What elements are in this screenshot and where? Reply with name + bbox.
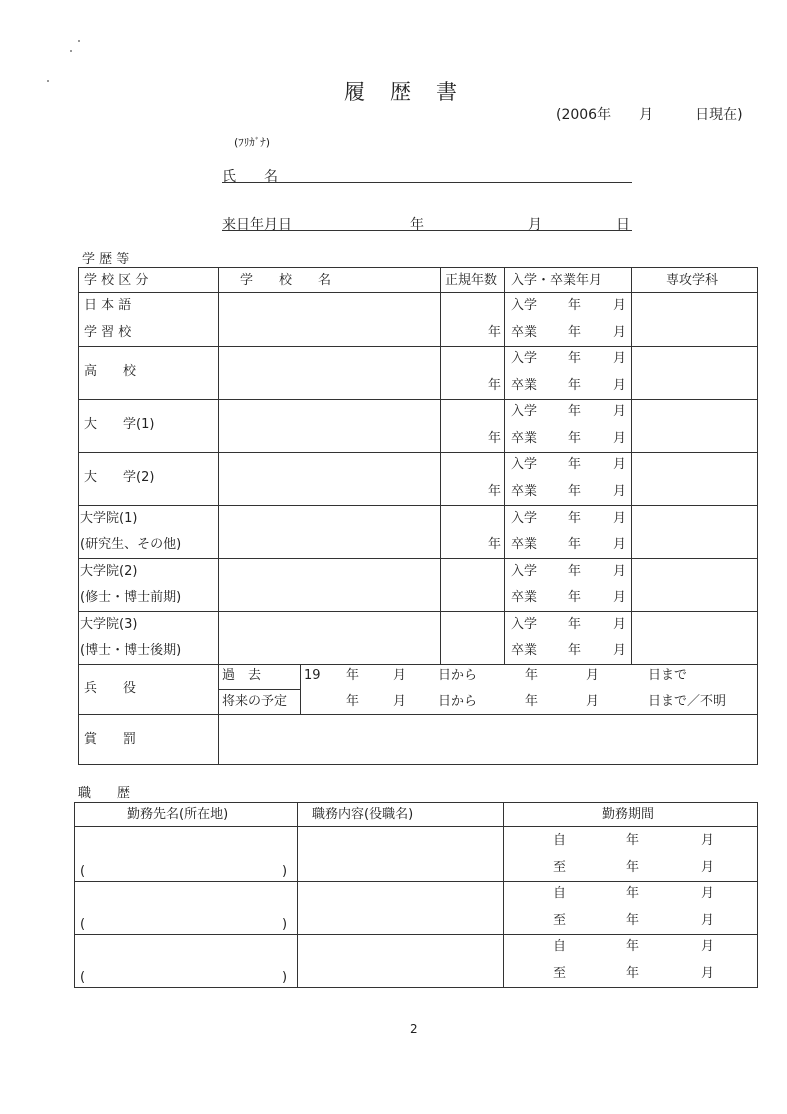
period-from-year-mark: 年	[626, 833, 640, 848]
table-rule	[504, 267, 505, 664]
regular-years-mark: 年	[488, 537, 502, 552]
header-school-name: 学 校 名	[240, 273, 332, 288]
table-rule	[631, 267, 632, 664]
entry-label: 入学	[511, 351, 538, 366]
period-to-label: 至	[553, 860, 567, 875]
entry-label: 入学	[511, 511, 538, 526]
table-rule	[78, 452, 758, 453]
military-future-month-mark: 月	[393, 694, 407, 709]
row-label-line2: 学 習 校	[84, 325, 132, 340]
period-to-year-mark: 年	[626, 860, 640, 875]
row-label-line1: 日 本 語	[84, 298, 132, 313]
table-rule	[78, 505, 758, 506]
regular-years-mark: 年	[488, 378, 502, 393]
military-past-until: 日まで	[648, 668, 688, 683]
period-from-label: 自	[553, 886, 567, 901]
header-employer: 勤務先名(所在地)	[127, 807, 229, 822]
arrival-underline	[222, 230, 632, 231]
entry-year-mark: 年	[568, 298, 582, 313]
period-from-year-mark: 年	[626, 939, 640, 954]
military-future-year-mark: 年	[346, 694, 360, 709]
row-label-line2: (修士・博士前期)	[80, 590, 182, 605]
header-major: 専攻学科	[666, 273, 719, 288]
table-rule	[74, 934, 758, 935]
grad-label: 卒業	[511, 325, 538, 340]
table-rule	[297, 802, 298, 988]
entry-month-mark: 月	[613, 511, 627, 526]
location-paren-open: (	[80, 970, 86, 985]
entry-month-mark: 月	[613, 564, 627, 579]
furigana-label: (ﾌﾘｶﾞﾅ)	[234, 136, 271, 149]
scan-speck	[70, 50, 72, 52]
date-note: (2006年 月 日現在)	[556, 107, 743, 123]
grad-year-mark: 年	[568, 431, 582, 446]
period-to-year-mark: 年	[626, 966, 640, 981]
work-section-title: 職 歴	[78, 786, 131, 801]
entry-year-mark: 年	[568, 511, 582, 526]
table-rule	[78, 611, 758, 612]
table-rule	[300, 664, 301, 714]
arrival-year-label: 年	[410, 217, 424, 233]
entry-month-mark: 月	[613, 351, 627, 366]
grad-label: 卒業	[511, 484, 538, 499]
form-title: 履 歴 書	[344, 80, 459, 104]
grad-year-mark: 年	[568, 378, 582, 393]
row-label-line2: (研究生、その他)	[80, 537, 182, 552]
entry-label: 入学	[511, 457, 538, 472]
table-rule	[78, 346, 758, 347]
reward-punishment-label: 賞 罰	[84, 732, 137, 747]
header-school-category: 学 校 区 分	[84, 273, 149, 288]
grad-month-mark: 月	[613, 590, 627, 605]
row-label-line1: 大学院(3)	[80, 617, 138, 632]
header-regular-years: 正規年数	[445, 273, 498, 288]
table-rule	[440, 267, 441, 664]
header-entry-grad: 入学・卒業年月	[511, 273, 603, 288]
grad-month-mark: 月	[613, 643, 627, 658]
grad-label: 卒業	[511, 590, 538, 605]
grad-year-mark: 年	[568, 325, 582, 340]
entry-month-mark: 月	[613, 457, 627, 472]
grad-label: 卒業	[511, 378, 538, 393]
table-rule	[78, 292, 758, 293]
entry-year-mark: 年	[568, 617, 582, 632]
military-label: 兵 役	[84, 681, 137, 696]
period-from-month-mark: 月	[701, 886, 715, 901]
name-underline	[222, 182, 632, 183]
grad-year-mark: 年	[568, 643, 582, 658]
grad-year-mark: 年	[568, 537, 582, 552]
table-rule	[78, 558, 758, 559]
header-job-content: 職務内容(役職名)	[312, 807, 414, 822]
location-paren-close: )	[282, 864, 288, 879]
location-paren-close: )	[282, 917, 288, 932]
entry-month-mark: 月	[613, 404, 627, 419]
entry-label: 入学	[511, 404, 538, 419]
arrival-day-label: 日	[616, 217, 630, 233]
military-future-label: 将来の予定	[222, 694, 288, 709]
name-label: 氏 名	[222, 169, 278, 185]
arrival-date-label: 来日年月日	[222, 217, 292, 233]
grad-label: 卒業	[511, 643, 538, 658]
grad-year-mark: 年	[568, 590, 582, 605]
military-past-from: 日から	[438, 668, 478, 683]
regular-years-mark: 年	[488, 431, 502, 446]
arrival-month-label: 月	[528, 217, 542, 233]
military-future-end-month-mark: 月	[586, 694, 600, 709]
military-past-end-month-mark: 月	[586, 668, 600, 683]
entry-year-mark: 年	[568, 564, 582, 579]
entry-label: 入学	[511, 298, 538, 313]
military-future-until-unknown: 日まで／不明	[648, 694, 727, 709]
table-rule	[78, 664, 758, 665]
military-past-end-year-mark: 年	[525, 668, 539, 683]
entry-month-mark: 月	[613, 617, 627, 632]
work-table	[74, 802, 758, 988]
table-rule	[218, 689, 300, 690]
grad-year-mark: 年	[568, 484, 582, 499]
period-to-month-mark: 月	[701, 966, 715, 981]
grad-month-mark: 月	[613, 325, 627, 340]
entry-month-mark: 月	[613, 298, 627, 313]
grad-month-mark: 月	[613, 378, 627, 393]
header-work-period: 勤務期間	[602, 807, 655, 822]
table-rule	[74, 826, 758, 827]
period-from-label: 自	[553, 939, 567, 954]
grad-label: 卒業	[511, 431, 538, 446]
education-section-title: 学 歴 等	[82, 252, 130, 267]
entry-label: 入学	[511, 564, 538, 579]
period-to-month-mark: 月	[701, 913, 715, 928]
location-paren-close: )	[282, 970, 288, 985]
entry-label: 入学	[511, 617, 538, 632]
entry-year-mark: 年	[568, 351, 582, 366]
military-past-month-mark: 月	[393, 668, 407, 683]
military-future-from: 日から	[438, 694, 478, 709]
military-future-end-year-mark: 年	[525, 694, 539, 709]
row-label-line2: (博士・博士後期)	[80, 643, 182, 658]
page-number: 2	[410, 1022, 418, 1036]
military-past-century: 19	[304, 668, 321, 683]
military-past-label: 過 去	[222, 668, 262, 683]
period-from-month-mark: 月	[701, 939, 715, 954]
grad-month-mark: 月	[613, 484, 627, 499]
entry-year-mark: 年	[568, 457, 582, 472]
period-from-year-mark: 年	[626, 886, 640, 901]
location-paren-open: (	[80, 864, 86, 879]
scan-speck	[47, 80, 49, 82]
table-rule	[503, 802, 504, 988]
entry-year-mark: 年	[568, 404, 582, 419]
row-label-line1: 大学院(2)	[80, 564, 138, 579]
grad-month-mark: 月	[613, 431, 627, 446]
period-from-month-mark: 月	[701, 833, 715, 848]
row-label-line1: 大学院(1)	[80, 511, 138, 526]
table-rule	[218, 267, 219, 765]
table-rule	[78, 399, 758, 400]
table-rule	[74, 881, 758, 882]
grad-label: 卒業	[511, 537, 538, 552]
military-past-year-mark: 年	[346, 668, 360, 683]
period-to-label: 至	[553, 966, 567, 981]
location-paren-open: (	[80, 917, 86, 932]
row-label-line1: 大 学(1)	[84, 417, 155, 432]
table-rule	[78, 714, 758, 715]
period-to-label: 至	[553, 913, 567, 928]
period-from-label: 自	[553, 833, 567, 848]
period-to-month-mark: 月	[701, 860, 715, 875]
row-label-line1: 高 校	[84, 364, 137, 379]
grad-month-mark: 月	[613, 537, 627, 552]
period-to-year-mark: 年	[626, 913, 640, 928]
education-table	[78, 267, 758, 765]
regular-years-mark: 年	[488, 325, 502, 340]
scan-speck	[78, 40, 80, 42]
row-label-line1: 大 学(2)	[84, 470, 155, 485]
regular-years-mark: 年	[488, 484, 502, 499]
